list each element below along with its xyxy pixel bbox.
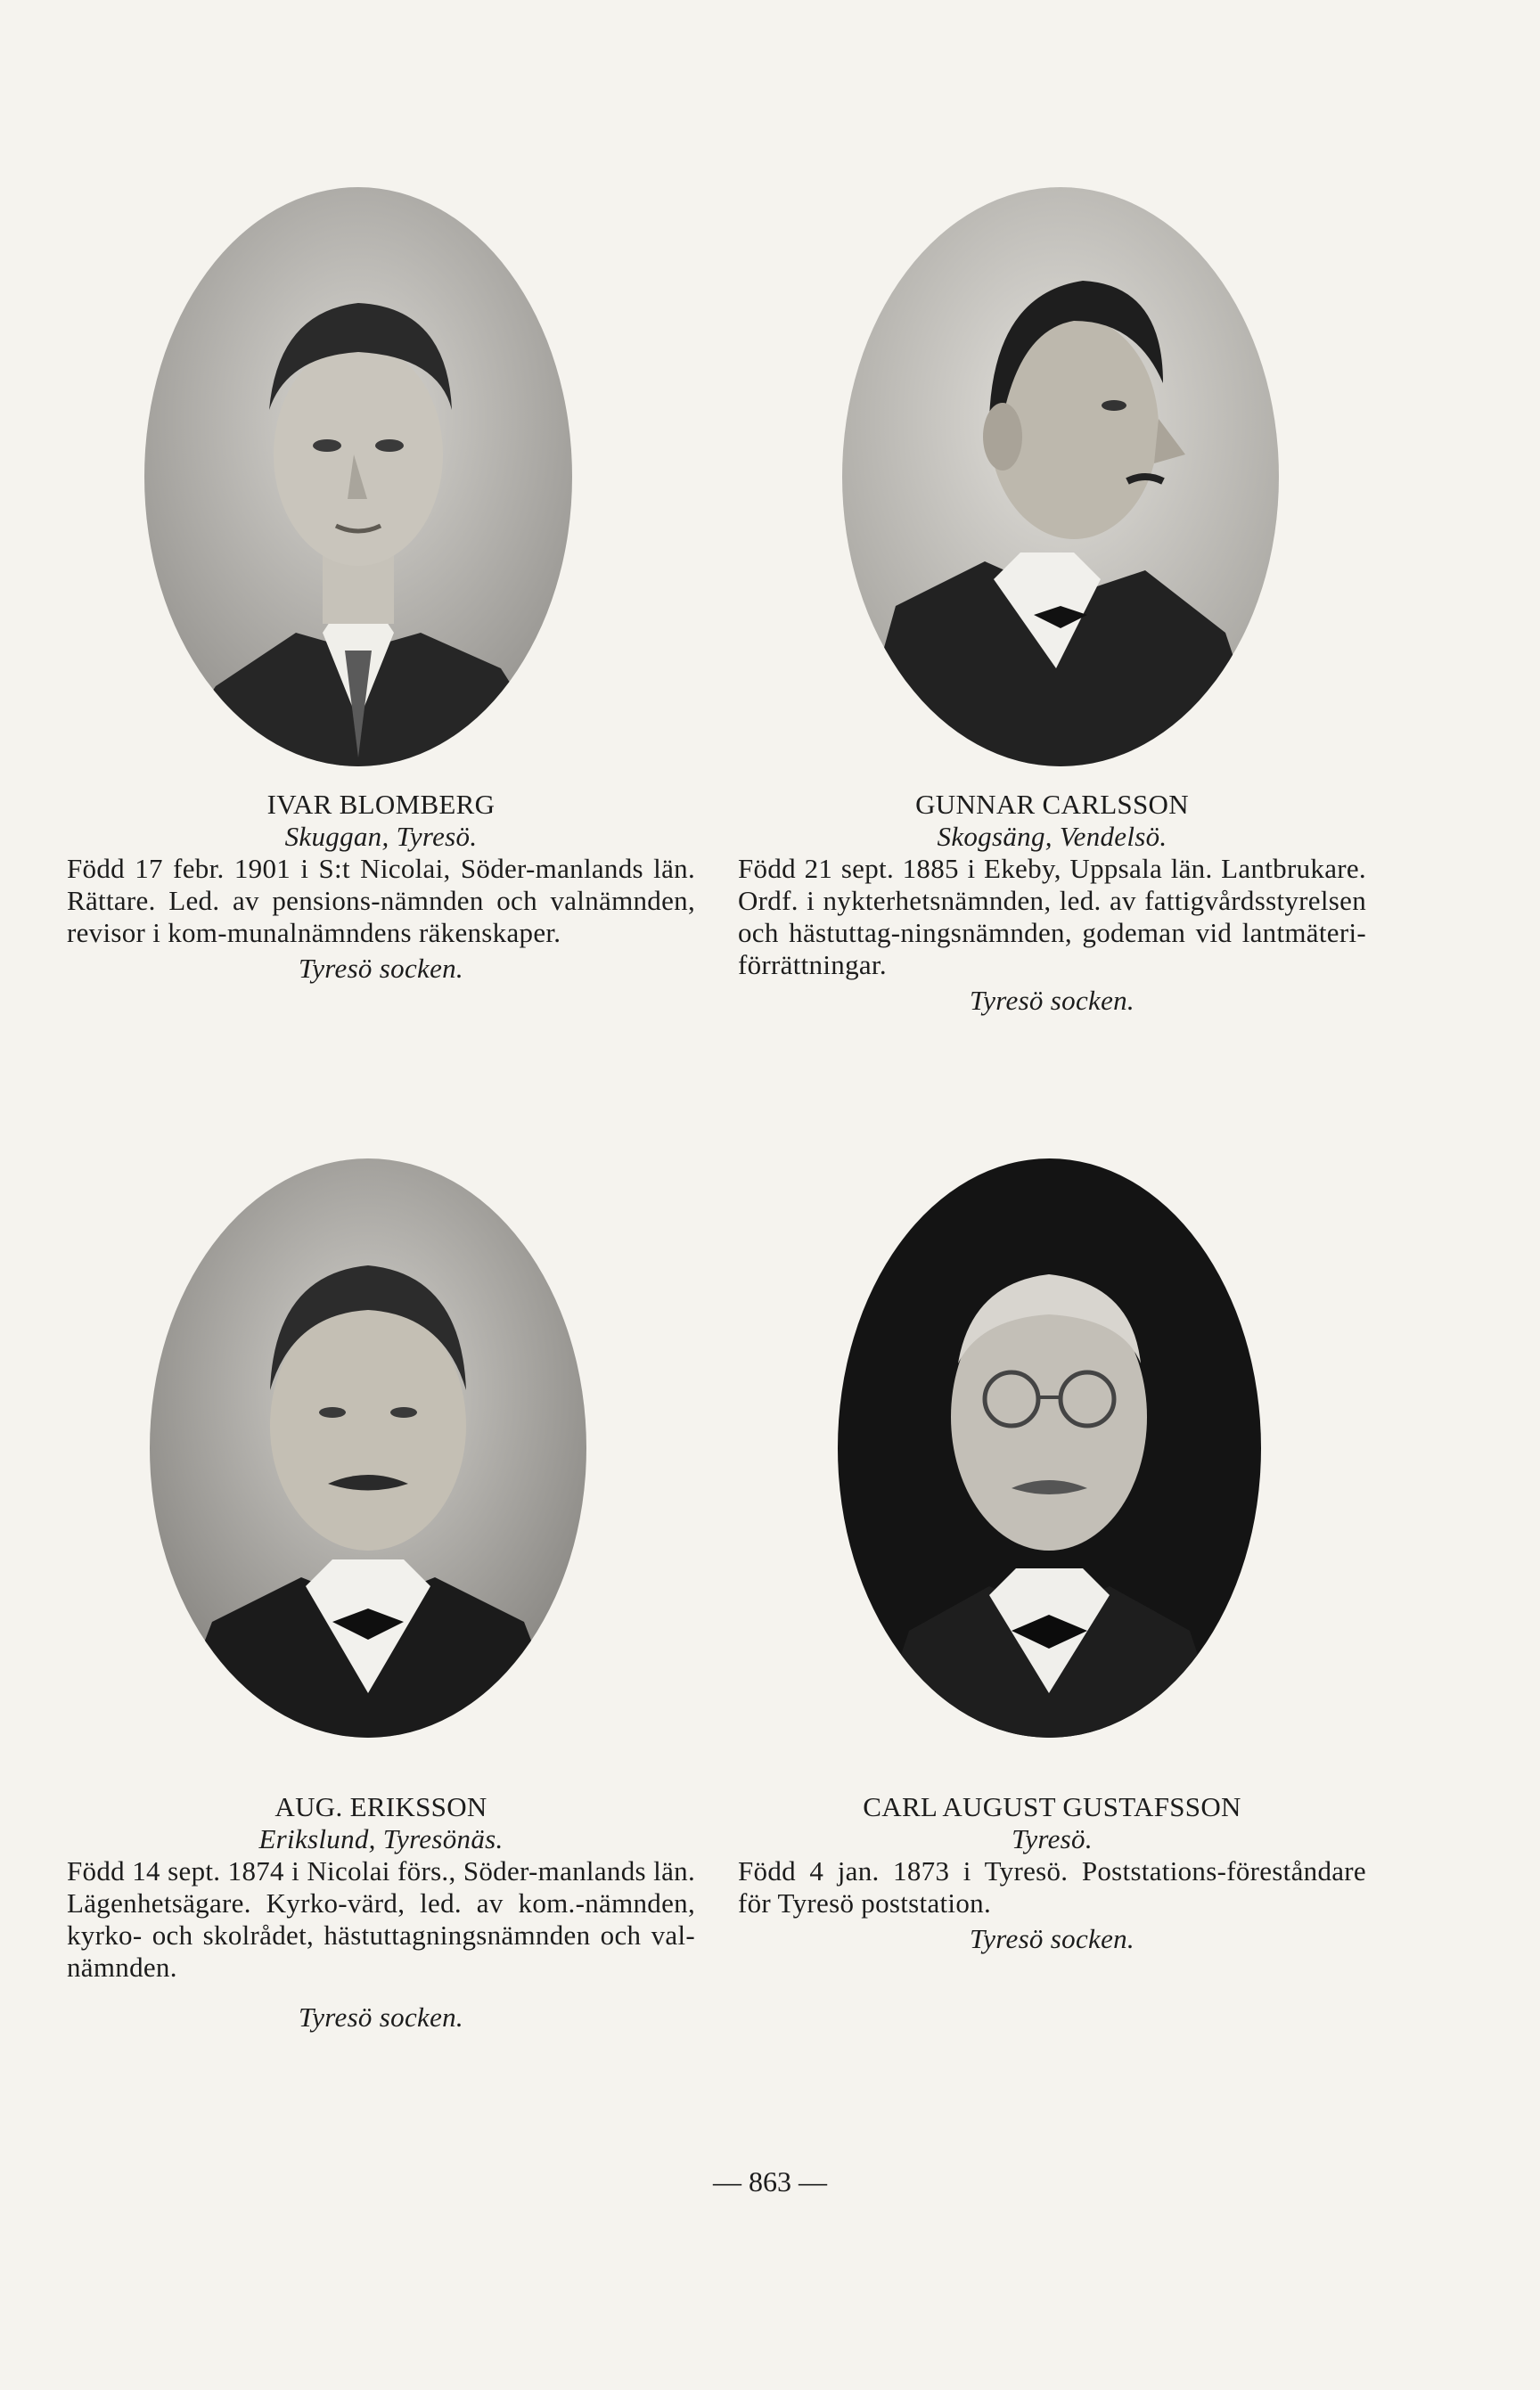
entry-name: IVAR BLOMBERG: [266, 789, 496, 820]
portrait-aug-eriksson: [150, 1158, 586, 1738]
portrait-gunnar-carlsson: [842, 187, 1279, 766]
entry-place: Erikslund, Tyresönäs.: [258, 1823, 504, 1854]
entry-bio: Född 14 sept. 1874 i Nicolai förs., Söder-manlands län. Lägenhetsägare. Kyrko-värd, led. av kom.-nämnden, kyrko- och skolrådet, hästuttagningsnämnden och val-nämnden.: [67, 1855, 695, 1983]
page-number: — 863 —: [713, 2165, 827, 2198]
entry-carl-august-gustafsson: [738, 1791, 1366, 1955]
entry-ivar-blomberg: [67, 789, 695, 985]
entry-name: CARL AUGUST GUSTAFSSON: [863, 1791, 1241, 1822]
portrait-ivar-blomberg: [144, 187, 572, 766]
entry-bio: Född 4 jan. 1873 i Tyresö. Poststations-föreståndare för Tyresö poststation.: [738, 1855, 1366, 1919]
entry-parish: Tyresö socken.: [970, 1923, 1135, 1954]
entry-place: Skogsäng, Vendelsö.: [937, 821, 1167, 852]
entry-name: GUNNAR CARLSSON: [915, 789, 1189, 820]
entry-parish: Tyresö socken.: [299, 953, 463, 984]
entry-gunnar-carlsson: [738, 789, 1366, 1017]
entry-bio: Född 17 febr. 1901 i S:t Nicolai, Söder-manlands län. Rättare. Led. av pensions-nämnden och valnämnden, revisor i kom-munalnämndens räkenskaper.: [67, 853, 695, 948]
entry-parish: Tyresö socken.: [299, 2001, 463, 2033]
entry-place: Tyresö.: [1012, 1823, 1093, 1854]
entry-name: AUG. ERIKSSON: [274, 1791, 487, 1822]
entry-parish: Tyresö socken.: [970, 985, 1135, 1016]
entry-aug-eriksson: [67, 1791, 695, 2034]
portrait-carl-august-gustafsson: [838, 1158, 1261, 1738]
entry-bio: Född 21 sept. 1885 i Ekeby, Uppsala län. Lantbrukare. Ordf. i nykterhetsnämnden, led. av fattigvårdsstyrelsen och hästuttag-ningsnämnden, godeman vid lantmäteri-förrättningar.: [738, 853, 1366, 980]
entry-place: Skuggan, Tyresö.: [284, 821, 478, 852]
